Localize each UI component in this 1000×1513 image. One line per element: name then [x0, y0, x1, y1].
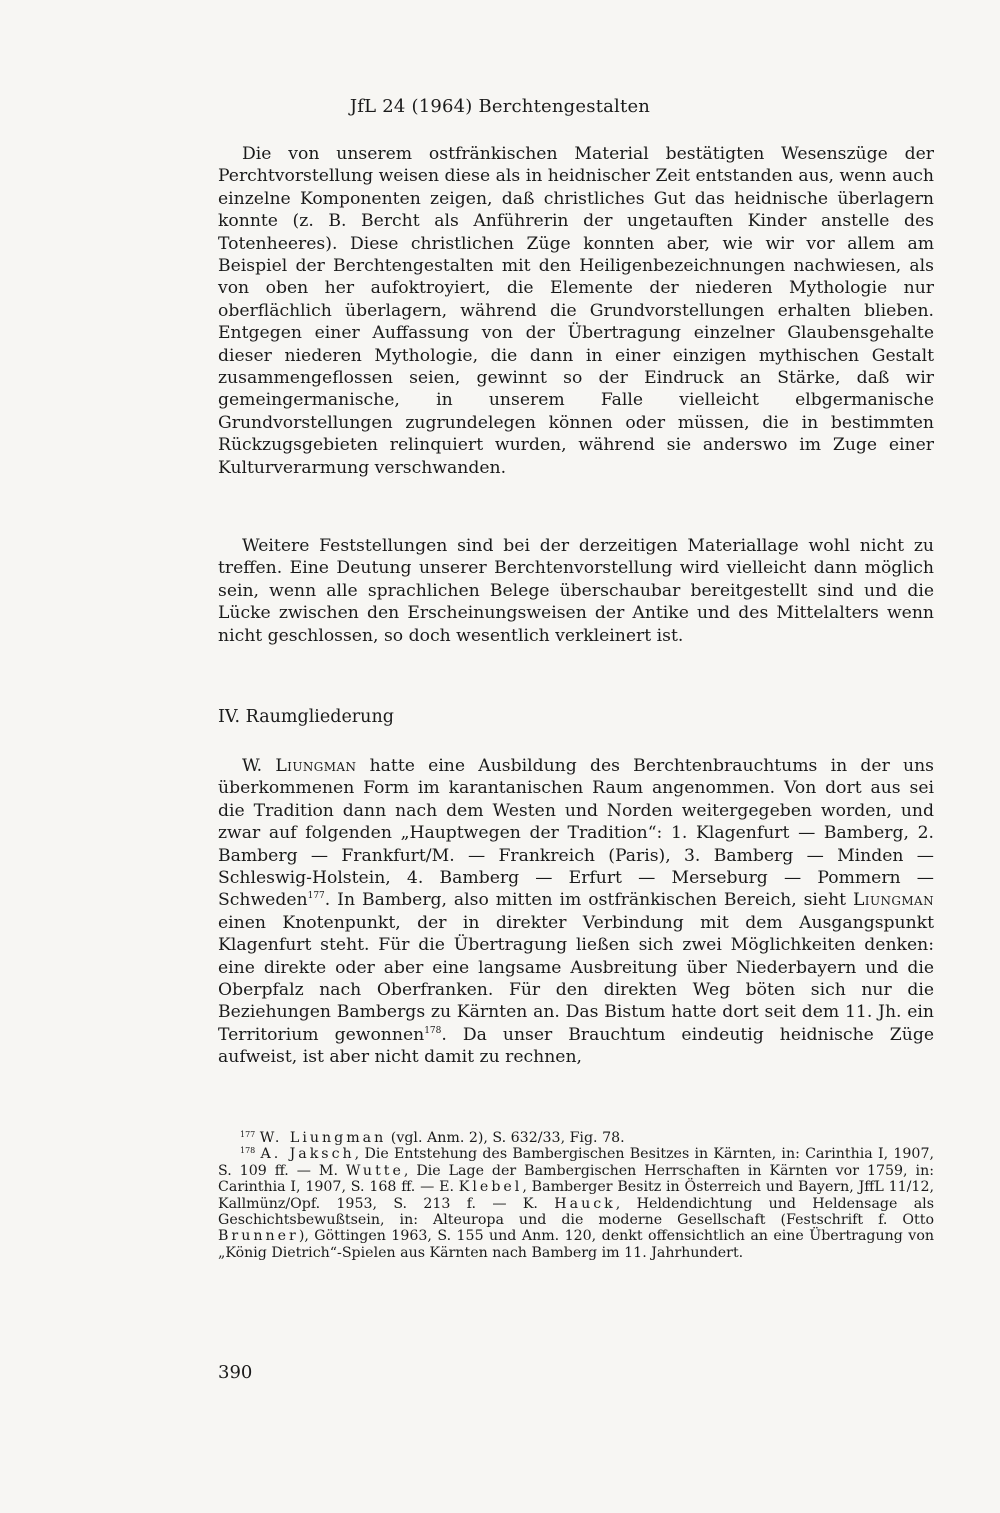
text-run: hatte eine Ausbildung des Berchtenbrauchtums in der uns überkommenen Form im karantanischen Raum angenommen. Von dort aus sei die Tradition dann nach dem Westen und Norden weitergegeben worden, und zwar auf folgenden „Hauptwegen der Tradition“: 1. Klagenfurt — Bamberg, 2. Bamberg — Frankfurt/M. — Frankreich (Paris), 3. Bamberg — Minden — Schleswig-Holstein, 4. Bamberg — Erfurt — Merseburg — Pommern — Schweden [218, 756, 934, 911]
page-number: 390 [218, 1362, 253, 1383]
text-run: einen Knotenpunkt, der in direkter Verbindung mit dem Ausgangspunkt Klagenfurt steht. Für die Übertragung ließen sich zwei Möglichkeiten denken: eine direkte oder aber eine langsame Ausbreitung über Niederbayern und die Oberpfalz nach Oberfranken. Für den direkten Weg böten sich nur die Beziehungen Bambergs zu Kärnten an. Das Bistum hatte dort seit dem 11. Jh. ein Territorium gewonnen [218, 912, 934, 1045]
paragraph-text: Weitere Feststellungen sind bei der derzeitigen Materiallage wohl nicht zu treffen. Eine Deutung unserer Berchtenvorstellung wird vielleicht dann möglich sein, wenn alle sprachlichen Belege überschaubar bereitgestellt sind und die Lücke zwischen den Erscheinungsweisen der Antike und des Mittelalters wenn nicht geschlossen, so doch wesentlich verkleinert ist. [218, 536, 934, 646]
footnote-author: Brunner [218, 1228, 299, 1245]
section-heading: IV. Raumgliederung [218, 707, 394, 727]
footnotes [218, 1130, 934, 1261]
paragraph-text: Die von unserem ostfränkischen Material bestätigten Wesenszüge der Perchtvorstellung weisen diese als in heidnischer Zeit entstanden aus, wenn auch einzelne Komponenten zeigen, daß christliches Gut das heidnische überlagern konnte (z. B. Bercht als Anführerin der ungetauften Kinder anstelle des Totenheeres). Diese christlichen Züge konnten aber, wie wir vor allem am Beispiel der Berchtengestalten mit den Heiligenbezeichnungen nachwiesen, als von oben her aufoktroyiert, die Elemente der niederen Mythologie nur oberflächlich überlagern, während die Grundvorstellungen erhalten blieben. Entgegen einer Auffassung von der Übertragung einzelner Glaubensgehalte dieser niederen Mythologie, die dann in einer einzigen mythischen Gestalt zusammengeflossen seien, gewinnt so der Eindruck an Stärke, daß wir gemeingermanische, in unserem Falle vielleicht elbgermanische Grundvorstellungen zugrundelegen können oder müssen, die in bestimmten Rückzugsgebieten relinquiert wurden, während sie anderswo im Zuge einer Kulturverarmung verschwanden. [218, 144, 934, 478]
footnote-author: W. Liungman [259, 1130, 387, 1146]
footnote-text: ), Göttingen 1963, S. 155 und Anm. 120, denkt offensichtlich an eine Übertragung von „König Dietrich“-Spielen aus Kärnten nach Bamberg im 11. Jahrhundert. [218, 1228, 934, 1261]
footnote-ref-178[interactable]: 178 [424, 1025, 442, 1036]
body-paragraph-3 [218, 755, 934, 1069]
footnote-number: 178 [240, 1146, 256, 1156]
footnote-text: , Die Entstehung des Bambergischen Besitzes in Kärnten, in: Carinthia I, 1907, S. 109 ff. — M. [218, 1146, 934, 1179]
footnote-author: Hauck [554, 1195, 616, 1212]
footnote-ref-177[interactable]: 177 [307, 891, 325, 902]
footnote-177 [218, 1130, 934, 1146]
footnote-text: , Die Lage der Bambergischen Herrschaften in Kärnten vor 1759, in: Carinthia I, 1907, S. 168 ff. — E. [218, 1162, 934, 1196]
author-initial: W. [242, 756, 276, 776]
text-run: . Da unser Brauchtum eindeutig heidnische Züge aufweist, ist aber nicht damit zu rechnen, [218, 1024, 934, 1068]
body-paragraph-2 [218, 535, 934, 647]
footnote-author: Klebel [458, 1179, 523, 1196]
text-run: . In Bamberg, also mitten im ostfränkischen Bereich, sieht [324, 890, 853, 911]
footnote-text: , Bamberger Besitz in Österreich und Bayern, JffL 11/12, Kallmünz/Opf. 1953, S. 213 f. — K. [218, 1179, 934, 1212]
author-name: Liungman [275, 756, 357, 776]
paragraph-text [218, 755, 934, 1069]
running-header: JfL 24 (1964) Berchtengestalten [349, 96, 651, 117]
footnote-178 [218, 1146, 934, 1261]
footnote-author: Wutte [345, 1162, 404, 1179]
body-paragraph-1 [218, 143, 934, 479]
footnote-author: A. Jaksch [260, 1146, 355, 1163]
footnote-text: (vgl. Anm. 2), S. 632/33, Fig. 78. [386, 1130, 625, 1146]
footnote-number: 177 [240, 1130, 256, 1139]
author-name: Liungman [852, 890, 934, 911]
footnote-text: , Heldendichtung und Heldensage als Geschichtsbewußtsein, in: Alteuropa und die moderne Gesellschaft (Festschrift f. Otto [218, 1195, 934, 1229]
